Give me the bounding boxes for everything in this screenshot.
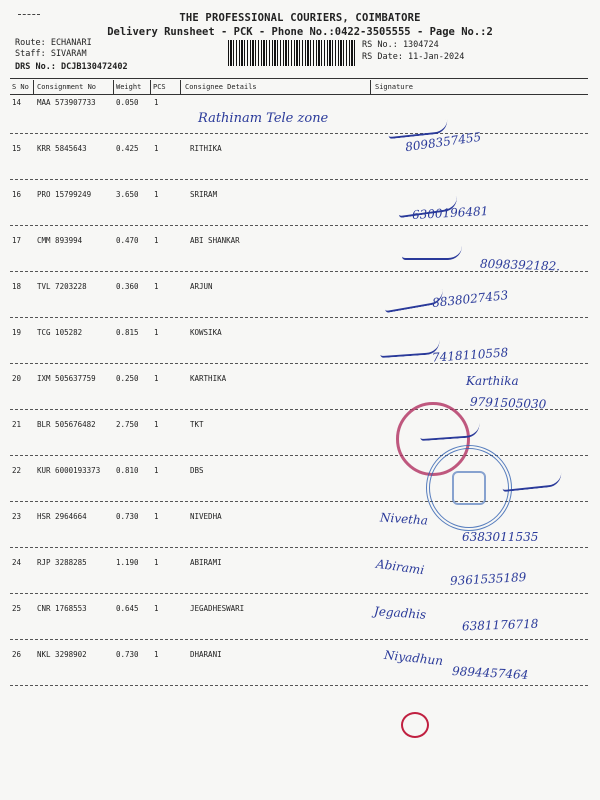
signature-scribble: Karthika	[466, 374, 519, 388]
row-pcs: 1	[154, 282, 159, 291]
row-weight: 0.815	[116, 328, 139, 337]
row-sno: 26	[12, 650, 22, 659]
row-consignee: DBS	[190, 466, 204, 475]
header-rule-top	[10, 78, 588, 79]
signature-scribble	[402, 246, 462, 260]
col-signature: Signature	[375, 83, 413, 91]
row-weight: 0.425	[116, 144, 139, 153]
staff-label: Staff: SIVARAM	[15, 49, 87, 59]
row-weight: 0.050	[116, 98, 139, 107]
col-divider	[370, 80, 371, 94]
row-consignment-no: KUR 6000193373	[37, 466, 101, 475]
header-rule-bottom	[10, 94, 588, 95]
row-divider	[10, 593, 588, 594]
row-divider	[10, 317, 588, 318]
row-pcs: 1	[154, 236, 159, 245]
row-weight: 0.810	[116, 466, 139, 475]
row-pcs: 1	[154, 328, 159, 337]
signature-scribble: Nivetha	[379, 510, 429, 528]
row-weight: 0.360	[116, 282, 139, 291]
row-divider	[10, 547, 588, 548]
col-consignee: Consignee Details	[185, 83, 257, 91]
row-consignment-no: RJP 3288285	[37, 558, 87, 567]
row-pcs: 1	[154, 190, 159, 199]
row-sno: 24	[12, 558, 22, 567]
red-scribble-mark	[401, 712, 429, 738]
handwritten-phone: 6381176718	[461, 616, 539, 634]
row-divider	[10, 179, 588, 180]
row-consignment-no: CMM 893994	[37, 236, 83, 245]
row-pcs: 1	[154, 98, 159, 107]
company-title: THE PROFESSIONAL COURIERS, COIMBATORE	[179, 12, 421, 24]
row-sno: 17	[12, 236, 22, 245]
row-pcs: 1	[154, 650, 159, 659]
row-pcs: 1	[154, 512, 159, 521]
rs-number: RS No.: 1304724	[362, 40, 439, 50]
row-weight: 0.730	[116, 650, 139, 659]
row-sno: 16	[12, 190, 22, 199]
row-consignee: KARTHIKA	[190, 374, 227, 383]
signature-scribble: Niyadhun	[383, 647, 444, 669]
row-sno: 21	[12, 420, 22, 429]
row-weight: 0.250	[116, 374, 139, 383]
row-consignee: JEGADHESWARI	[190, 604, 245, 613]
row-consignment-no: CNR 1768553	[37, 604, 87, 613]
runsheet-title: Delivery Runsheet - PCK - Phone No.:0422-3505555 - Page No.:2	[107, 26, 493, 38]
barcode	[228, 40, 356, 66]
row-consignee: RITHIKA	[190, 144, 222, 153]
col-weight: Weight	[116, 83, 142, 91]
drs-number: DRS No.: DCJB130472402	[15, 62, 128, 72]
route-label: Route: ECHANARI	[15, 38, 92, 48]
signature-scribble: Abirami	[375, 556, 426, 578]
row-pcs: 1	[154, 374, 159, 383]
table-row	[10, 144, 588, 190]
row-consignment-no: MAA 573907733	[37, 98, 96, 107]
row-pcs: 1	[154, 558, 159, 567]
row-consignment-no: TCG 105282	[37, 328, 83, 337]
blue-bank-stamp	[426, 445, 512, 531]
handwritten-phone: 6383011535	[462, 530, 539, 544]
row-divider	[10, 363, 588, 364]
row-divider	[10, 455, 588, 456]
row-weight: 2.750	[116, 420, 139, 429]
row-consignee: ARJUN	[190, 282, 213, 291]
row-divider	[10, 133, 588, 134]
row-consignment-no: BLR 505676482	[37, 420, 96, 429]
col-sno: S No	[12, 83, 29, 91]
row-pcs: 1	[154, 420, 159, 429]
col-pcs: PCS	[153, 83, 166, 91]
stamp-logo	[452, 471, 486, 505]
row-divider	[10, 225, 588, 226]
row-weight: 3.650	[116, 190, 139, 199]
row-pcs: 1	[154, 144, 159, 153]
handwritten-phone: 8838027453	[431, 288, 509, 310]
handwritten-phone: 9894457464	[451, 664, 529, 682]
row-consignee: DHARANI	[190, 650, 222, 659]
row-sno: 23	[12, 512, 22, 521]
row-divider	[10, 685, 588, 686]
row-weight: 1.190	[116, 558, 139, 567]
row-consignment-no: IXM 505637759	[37, 374, 96, 383]
row-sno: 25	[12, 604, 22, 613]
row-consignment-no: TVL 7203228	[37, 282, 87, 291]
row-weight: 0.730	[116, 512, 139, 521]
row-consignment-no: NKL 3298902	[37, 650, 87, 659]
handwritten-phone: 8098357455	[404, 129, 482, 155]
row-pcs: 1	[154, 466, 159, 475]
row-sno: 15	[12, 144, 22, 153]
row-weight: 0.470	[116, 236, 139, 245]
handwritten-phone: 7418110558	[431, 345, 509, 365]
row-consignment-no: PRO 15799249	[37, 190, 92, 199]
row-sno: 14	[12, 98, 22, 107]
row-sno: 22	[12, 466, 22, 475]
rs-date: RS Date: 11-Jan-2024	[362, 52, 465, 62]
handwritten-phone: 9361535189	[449, 570, 527, 588]
signature-scribble: Jegadhis	[373, 604, 427, 622]
col-consignment: Consignment No	[37, 83, 97, 91]
row-consignee: KOWSIKA	[190, 328, 222, 337]
table-row	[10, 190, 588, 236]
row-divider	[10, 639, 588, 640]
row-sno: 19	[12, 328, 22, 337]
row-weight: 0.645	[116, 604, 139, 613]
row-sno: 18	[12, 282, 22, 291]
row-consignee: TKT	[190, 420, 204, 429]
handwritten-phone: 8098392182.	[479, 256, 561, 274]
col-divider	[33, 80, 34, 94]
row-consignee: ABI SHANKAR	[190, 236, 240, 245]
row-consignee: SRIRAM	[190, 190, 218, 199]
handwritten-consignee: Rathinam Tele zone	[198, 111, 329, 126]
handwritten-phone: 9791505030	[469, 394, 547, 412]
col-divider	[150, 80, 151, 94]
row-pcs: 1	[154, 604, 159, 613]
row-sno: 20	[12, 374, 22, 383]
row-consignment-no: KRR 5845643	[37, 144, 87, 153]
row-consignment-no: HSR 2964664	[37, 512, 87, 521]
row-consignee: NIVEDHA	[190, 512, 222, 521]
col-divider	[180, 80, 181, 94]
row-consignee: ABIRAMI	[190, 558, 222, 567]
col-divider	[113, 80, 114, 94]
handwritten-phone: 6300196481	[411, 204, 489, 222]
